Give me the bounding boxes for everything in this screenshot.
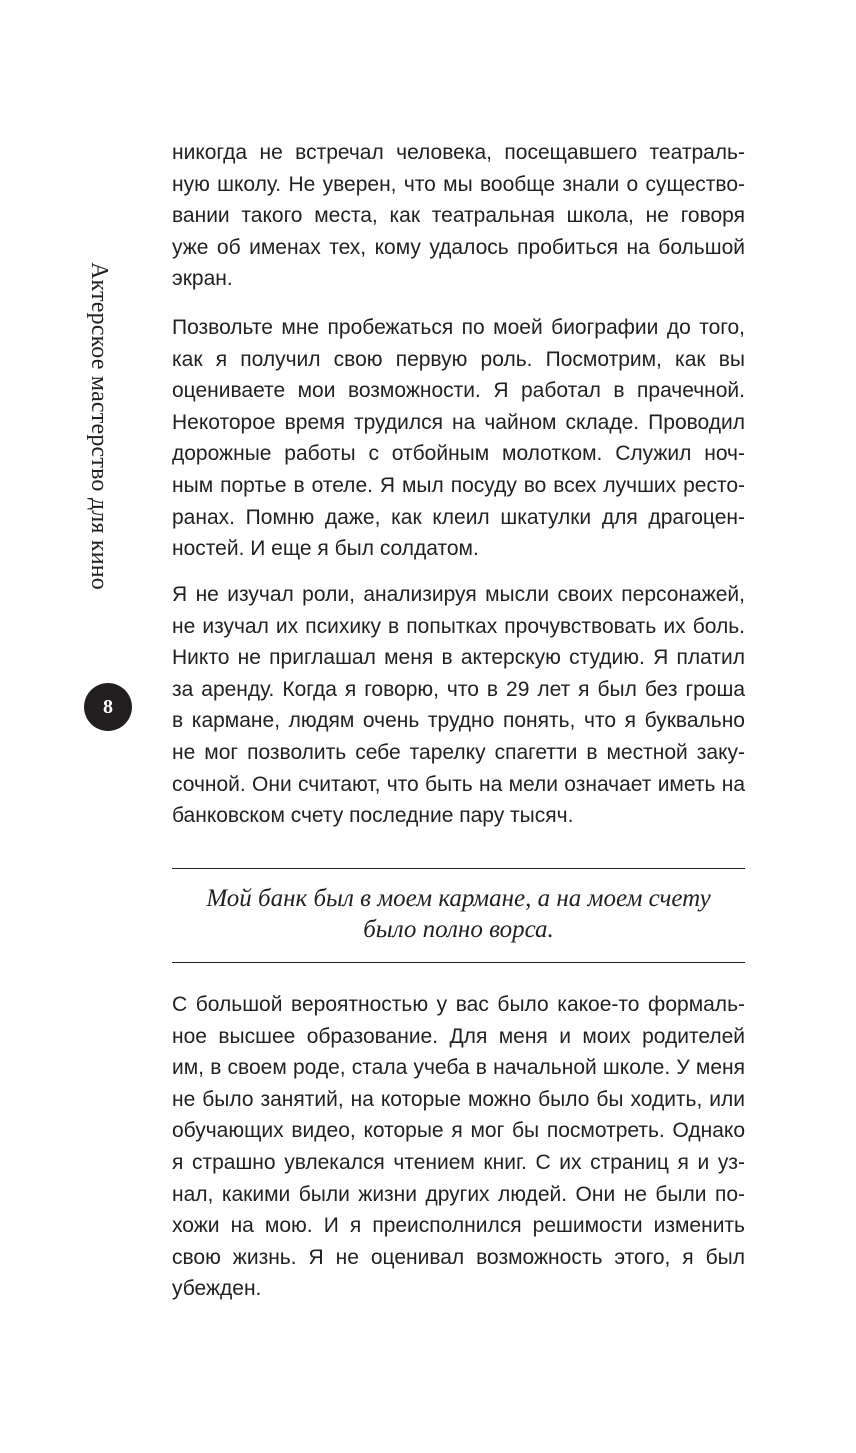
text-line: им, в своем роде, стала учеба в начальной школе. У меня [172, 1056, 745, 1080]
text-line: не было занятий, на которые можно было бы ходить, или [172, 1087, 745, 1111]
text-line: убежден. [172, 1277, 262, 1301]
pull-quote-line: было полно ворса. [363, 916, 554, 943]
pull-quote-top-rule [172, 868, 745, 869]
text-line: Никто не приглашал меня в актерскую студию. Я платил [172, 646, 745, 670]
text-line: Позвольте мне пробежаться по моей биографии до того, [172, 316, 745, 339]
text-line: как я получил свою первую роль. Посмотрим, как вы [172, 347, 745, 371]
pull-quote [172, 883, 745, 945]
text-line: ранах. Помню даже, как клеил шкатулки для драгоцен- [172, 505, 745, 529]
paragraph-2 [172, 312, 745, 565]
text-line: хожи на мою. И я преисполнился решимости изменить [172, 1214, 745, 1238]
text-line: Некоторое время трудился на чайном складе. Проводил [172, 410, 745, 434]
text-line: за аренду. Когда я говорю, что в 29 лет я был без гроша [172, 677, 745, 701]
text-line: никогда не встречал человека, посещавшего театраль- [172, 141, 745, 164]
text-line: дорожные работы с отбойным молотком. Служил ноч- [172, 442, 745, 466]
paragraph-1 [172, 137, 745, 295]
text-line: не мог позволить себе тарелку спагетти в местной заку- [172, 740, 745, 764]
text-line: ным портье в отеле. Я мыл посуду во всех лучших ресто- [172, 473, 745, 497]
text-line: обучающих видео, которые я мог бы посмотреть. Однако [172, 1119, 745, 1143]
text-line: свою жизнь. Я не оценивал возможность этого, я был [172, 1245, 745, 1269]
text-line: нал, какими были жизни других людей. Они не были по- [172, 1182, 745, 1206]
running-title: Актерское мастерство для кино [86, 262, 112, 591]
paragraph-4 [172, 989, 745, 1305]
text-line: сочной. Они считают, что быть на мели означает иметь на [172, 772, 745, 796]
text-line: С большой вероятностью у вас было какое-то формаль- [172, 993, 745, 1016]
text-line: я страшно увлекался чтением книг. С их страниц я и уз- [172, 1150, 745, 1174]
text-line: ное высшее образование. Для меня и моих родителей [172, 1024, 745, 1048]
text-line: ностей. И еще я был солдатом. [172, 537, 479, 561]
page-number-badge: 8 [84, 683, 132, 731]
text-line: вании такого места, как театральная школа, не говоря [172, 204, 745, 228]
text-line: в кармане, людям очень трудно понять, что я буквально [172, 709, 745, 733]
text-line: Я не изучал роли, анализируя мысли своих персонажей, [172, 583, 745, 606]
paragraph-3 [172, 579, 745, 832]
text-line: экран. [172, 267, 233, 291]
pull-quote-bottom-rule [172, 962, 745, 963]
text-line: банковском счету последние пару тысяч. [172, 804, 574, 828]
text-line: оцениваете мои возможности. Я работал в прачечной. [172, 379, 745, 403]
text-line: уже об именах тех, кому удалось пробиться на большой [172, 235, 745, 259]
pull-quote-line: Мой банк был в моем кармане, а на моем счету [206, 885, 711, 912]
text-line: не изучал их психику в попытках прочувствовать их боль. [172, 614, 745, 638]
text-line: ную школу. Не уверен, что мы вообще знали о существо- [172, 172, 745, 196]
